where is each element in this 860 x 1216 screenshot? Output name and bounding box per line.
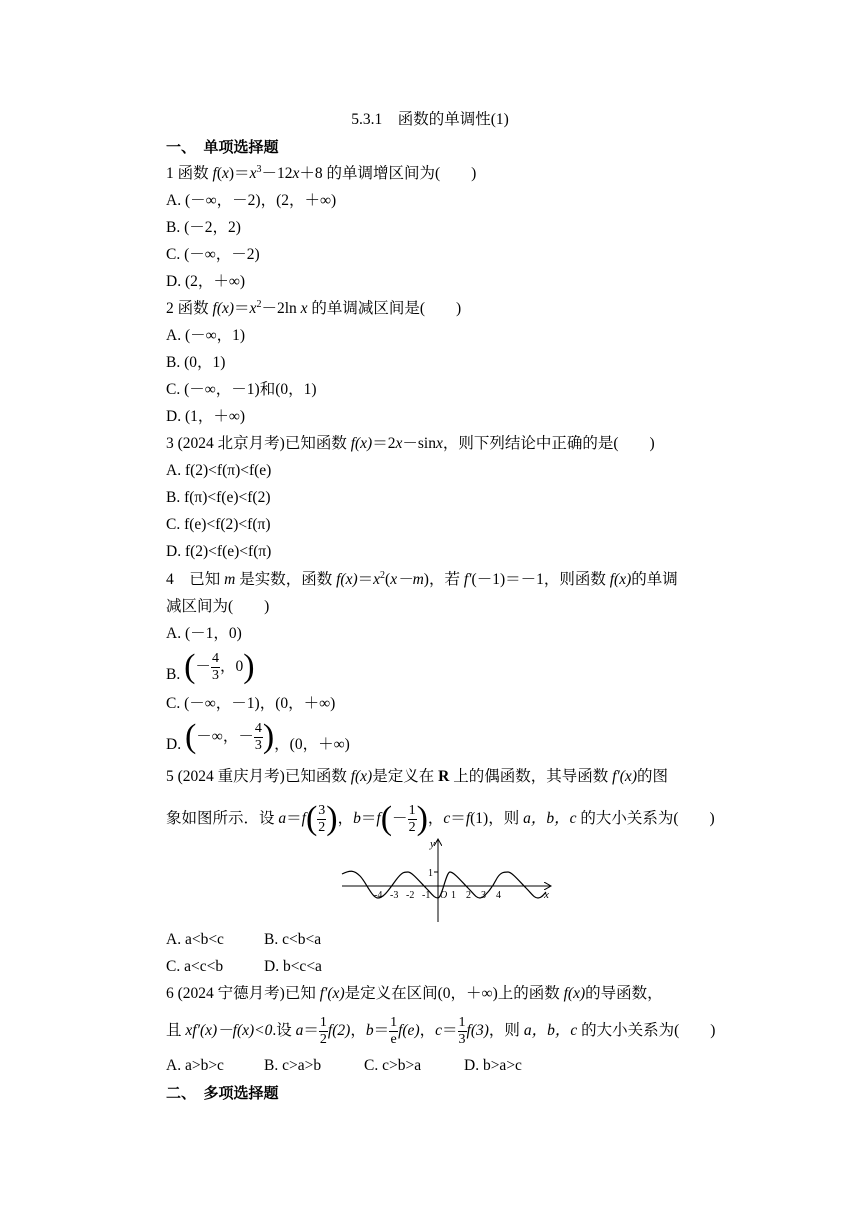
- denominator: e: [390, 1031, 397, 1047]
- denominator: 3: [458, 1031, 466, 1047]
- x-tick-3: 3: [481, 890, 486, 901]
- q1-f: f: [212, 165, 217, 182]
- q6-c: c: [435, 1022, 443, 1039]
- q5-comma: ，: [337, 810, 354, 827]
- q1-eq: )＝: [228, 165, 250, 182]
- q6-option-b[interactable]: B. c>a>b: [264, 1057, 322, 1074]
- q6-eq: ＝: [303, 1022, 319, 1039]
- q5-options-row1: [166, 930, 321, 950]
- q5-options-row2: [166, 957, 322, 977]
- x-axis-label: x: [544, 889, 549, 901]
- numerator: 3: [318, 802, 326, 818]
- q1-x2: x: [249, 165, 257, 182]
- q5-f3: f: [465, 810, 471, 827]
- q2-eq: ＝: [234, 300, 250, 317]
- q3-option-a[interactable]: A. f(2)<f(π)<f(e): [166, 462, 272, 479]
- q2-option-b[interactable]: B. (0，1): [166, 354, 226, 371]
- y-axis-label: y: [430, 838, 435, 850]
- fraction: [458, 1015, 467, 1048]
- q6-text4: 且: [166, 1022, 186, 1039]
- q4-x: x: [373, 571, 381, 588]
- section-heading-multiple-choice: 二、 多项选择题: [166, 1084, 279, 1102]
- x-tick-neg1: -1: [422, 890, 431, 901]
- q6-text6: ，则: [488, 1022, 524, 1039]
- numerator: 1: [408, 802, 416, 818]
- q4-option-b[interactable]: [166, 648, 255, 694]
- q6-tail: 的大小关系为( ): [577, 1022, 716, 1039]
- q4-option-a[interactable]: A. (－1，0): [166, 625, 242, 642]
- q4-text5: 的单调: [631, 571, 678, 588]
- q4-paren: (: [385, 571, 391, 588]
- q6-eq2: ＝: [373, 1022, 390, 1039]
- q1-option-a[interactable]: A. (－∞，－2)，(2，＋∞): [166, 192, 337, 209]
- q1-x: x: [222, 165, 229, 182]
- q4-b-neg: －: [195, 658, 211, 675]
- q4-text2: 是实数，函数: [235, 571, 337, 588]
- q1-text: 1 函数: [166, 165, 213, 182]
- q6-option-c[interactable]: C. c>b>a: [364, 1057, 422, 1074]
- section-heading-single-choice: 一、 单项选择题: [166, 138, 279, 156]
- q3-x: x: [395, 435, 403, 452]
- q2-option-c[interactable]: C. (－∞，－1)和(0，1): [166, 381, 317, 398]
- q5-neg: －: [392, 810, 408, 827]
- q6-option-a[interactable]: A. a>b>c: [166, 1057, 224, 1074]
- q5-a: a: [278, 810, 287, 827]
- question-4-stem-line2: 减区间为( ): [166, 598, 270, 615]
- q1-paren: (: [216, 165, 222, 182]
- q4-m: m: [224, 571, 236, 588]
- q6-a: a: [295, 1022, 304, 1039]
- q6-option-d[interactable]: D. b>a>c: [464, 1057, 522, 1074]
- q4-option-d[interactable]: [166, 718, 350, 764]
- question-5-stem-line1: [166, 767, 668, 787]
- fraction: [254, 721, 263, 754]
- q5-text4: 的图: [636, 768, 668, 785]
- q1-option-c[interactable]: C. (－∞，－2): [166, 246, 260, 263]
- page-title: 5.3.1 函数的单调性(1): [351, 111, 509, 128]
- q6-text3: 的导函数，: [585, 985, 663, 1002]
- q1-option-b[interactable]: B. (－2，2): [166, 219, 241, 236]
- q2-fx: f(x): [212, 300, 235, 317]
- denominator: 2: [408, 819, 416, 835]
- numerator: 1: [319, 1014, 327, 1030]
- numerator: 4: [254, 720, 262, 736]
- denominator: 2: [319, 1031, 327, 1047]
- q5-eq: ＝: [286, 810, 302, 827]
- right-paren: ): [262, 718, 275, 756]
- question-4-stem-line1: [166, 570, 678, 590]
- q5-eq2: ＝: [360, 810, 377, 827]
- q5-R: R: [438, 768, 450, 785]
- q6-text: 6 (2024 宁德月考)已知: [166, 985, 320, 1002]
- left-paren: (: [305, 800, 318, 838]
- q4-b-tail: ，0: [219, 658, 244, 675]
- denominator: 3: [211, 667, 219, 683]
- q3-eq: ＝2: [372, 435, 396, 452]
- q5-b: b: [353, 810, 361, 827]
- q6-b: b: [365, 1022, 374, 1039]
- q3-x2: x: [435, 435, 443, 452]
- left-paren: (: [380, 800, 393, 838]
- fraction: [319, 1015, 328, 1048]
- q5-text2: 是定义在: [372, 768, 439, 785]
- q3-option-c[interactable]: C. f(e)<f(2)<f(π): [166, 516, 271, 533]
- q4-d-label: D.: [166, 736, 182, 753]
- q6-a-tail: f(2): [327, 1022, 351, 1039]
- q5-option-d[interactable]: D. b<c<a: [264, 958, 322, 975]
- denominator: 3: [254, 737, 262, 753]
- q4-option-c[interactable]: C. (－∞，－1)，(0，＋∞): [166, 695, 336, 712]
- q6-comma: ，: [350, 1022, 366, 1039]
- q5-eq3: ＝: [450, 810, 466, 827]
- origin-label: O: [440, 890, 448, 901]
- q5-text3: 上的偶函数，其导函数: [449, 768, 613, 785]
- q2-option-d[interactable]: D. (1，＋∞): [166, 408, 246, 425]
- q2-tail: 的单调减区间是( ): [307, 300, 462, 317]
- q5-fprime: f′(x): [612, 768, 637, 785]
- q5-comma2: ，: [427, 810, 444, 827]
- right-paren: ): [416, 800, 428, 838]
- q4-fx2: f(x): [609, 571, 632, 588]
- x-tick-neg3: -3: [390, 890, 399, 901]
- question-3-stem: [166, 434, 655, 454]
- q3-option-d[interactable]: D. f(2)<f(e)<f(π): [166, 543, 272, 560]
- x-tick-4: 4: [496, 890, 501, 901]
- q5-text5: 象如图所示．设: [166, 810, 279, 827]
- q5-fx: f(x): [350, 768, 373, 785]
- q4-pow: 2: [380, 569, 386, 581]
- fraction: [317, 803, 326, 836]
- q4-eq: ＝: [357, 571, 374, 588]
- q4-text4: (－1)＝－1，则函数: [471, 571, 610, 588]
- left-paren: (: [184, 648, 196, 686]
- q1-x3: x: [292, 165, 300, 182]
- question-6-stem-line1: [166, 984, 663, 1004]
- q2-x2: x: [300, 300, 308, 317]
- q4-fx: f(x): [336, 571, 358, 588]
- q6-fx: f(x): [563, 985, 586, 1002]
- q4-xm: x－m: [390, 571, 424, 588]
- q2-pow: 2: [256, 298, 262, 310]
- q6-expr: xf′(x)－f(x)<0: [185, 1022, 273, 1039]
- q1-minus: －12: [261, 165, 293, 182]
- left-paren: (: [184, 718, 197, 756]
- q4-text: 4 已知: [166, 571, 225, 588]
- q5-text: 5 (2024 重庆月考)已知函数: [166, 768, 351, 785]
- right-paren: ): [243, 648, 255, 686]
- question-2-stem: [166, 299, 461, 319]
- q6-vars: a，b，c: [523, 1022, 578, 1039]
- q6-comma2: ，: [419, 1022, 436, 1039]
- q5-tail: 的大小关系为( ): [576, 810, 715, 827]
- q4-text3: )，若: [423, 571, 464, 588]
- q1-pow: 3: [256, 163, 262, 175]
- q3-tail: ，则下列结论中正确的是( ): [442, 435, 655, 452]
- q2-x: x: [249, 300, 257, 317]
- q1-tail: ＋8 的单调增区间为( ): [299, 165, 477, 182]
- denominator: 2: [318, 819, 326, 835]
- q4-d-tail: ，(0，＋∞): [274, 736, 350, 753]
- q3-fx: f(x): [350, 435, 373, 452]
- fraction: [211, 651, 220, 684]
- q6-options-row: [166, 1056, 522, 1076]
- q5-option-c[interactable]: C. a<c<b: [166, 958, 224, 975]
- question-6-stem-line2: [166, 1012, 715, 1050]
- q3-option-b[interactable]: B. f(π)<f(e)<f(2): [166, 489, 271, 506]
- q6-b-tail: f(e): [398, 1022, 420, 1039]
- q4-d-inner: －∞，－: [196, 728, 254, 745]
- q5-option-a[interactable]: A. a<b<c: [166, 931, 224, 948]
- q6-text5: .设: [272, 1022, 296, 1039]
- question-1-stem: [166, 164, 476, 184]
- q4-fprime: f′: [463, 571, 472, 588]
- y-tick-one: 1: [428, 868, 433, 879]
- q2-text: 2 函数: [166, 300, 213, 317]
- q6-fprime: f′(x): [319, 985, 345, 1002]
- q5-f2: f: [376, 810, 381, 827]
- q2-ln: －2ln: [261, 300, 301, 317]
- q5-c: c: [443, 810, 451, 827]
- question-5-stem-line2: [166, 800, 715, 838]
- x-tick-neg2: -2: [406, 890, 415, 901]
- q6-c-tail: f(3): [466, 1022, 489, 1039]
- q5-f: f: [301, 810, 306, 827]
- q6-eq3: ＝: [442, 1022, 458, 1039]
- x-tick-2: 2: [466, 890, 471, 901]
- numerator: 1: [390, 1014, 398, 1030]
- q1-option-d[interactable]: D. (2，＋∞): [166, 273, 246, 290]
- numerator: 4: [211, 650, 219, 666]
- q2-option-a[interactable]: A. (－∞，1): [166, 327, 246, 344]
- numerator: 1: [458, 1014, 466, 1030]
- q5-vars: a，b，c: [523, 810, 577, 827]
- q5-text6: (1)，则: [470, 810, 524, 827]
- derivative-graph: [338, 836, 558, 924]
- q6-text2: 是定义在区间(0，＋∞)上的函数: [344, 985, 564, 1002]
- right-paren: ): [326, 800, 338, 838]
- fraction: [408, 803, 417, 836]
- q4-b-label: B.: [166, 666, 181, 683]
- q3-text: 3 (2024 北京月考)已知函数: [166, 435, 351, 452]
- q5-option-b[interactable]: B. c<b<a: [264, 931, 322, 948]
- x-tick-1: 1: [451, 890, 456, 901]
- x-tick-neg4: -4: [374, 890, 383, 901]
- q3-sin: －sin: [402, 435, 436, 452]
- fraction: [389, 1015, 398, 1048]
